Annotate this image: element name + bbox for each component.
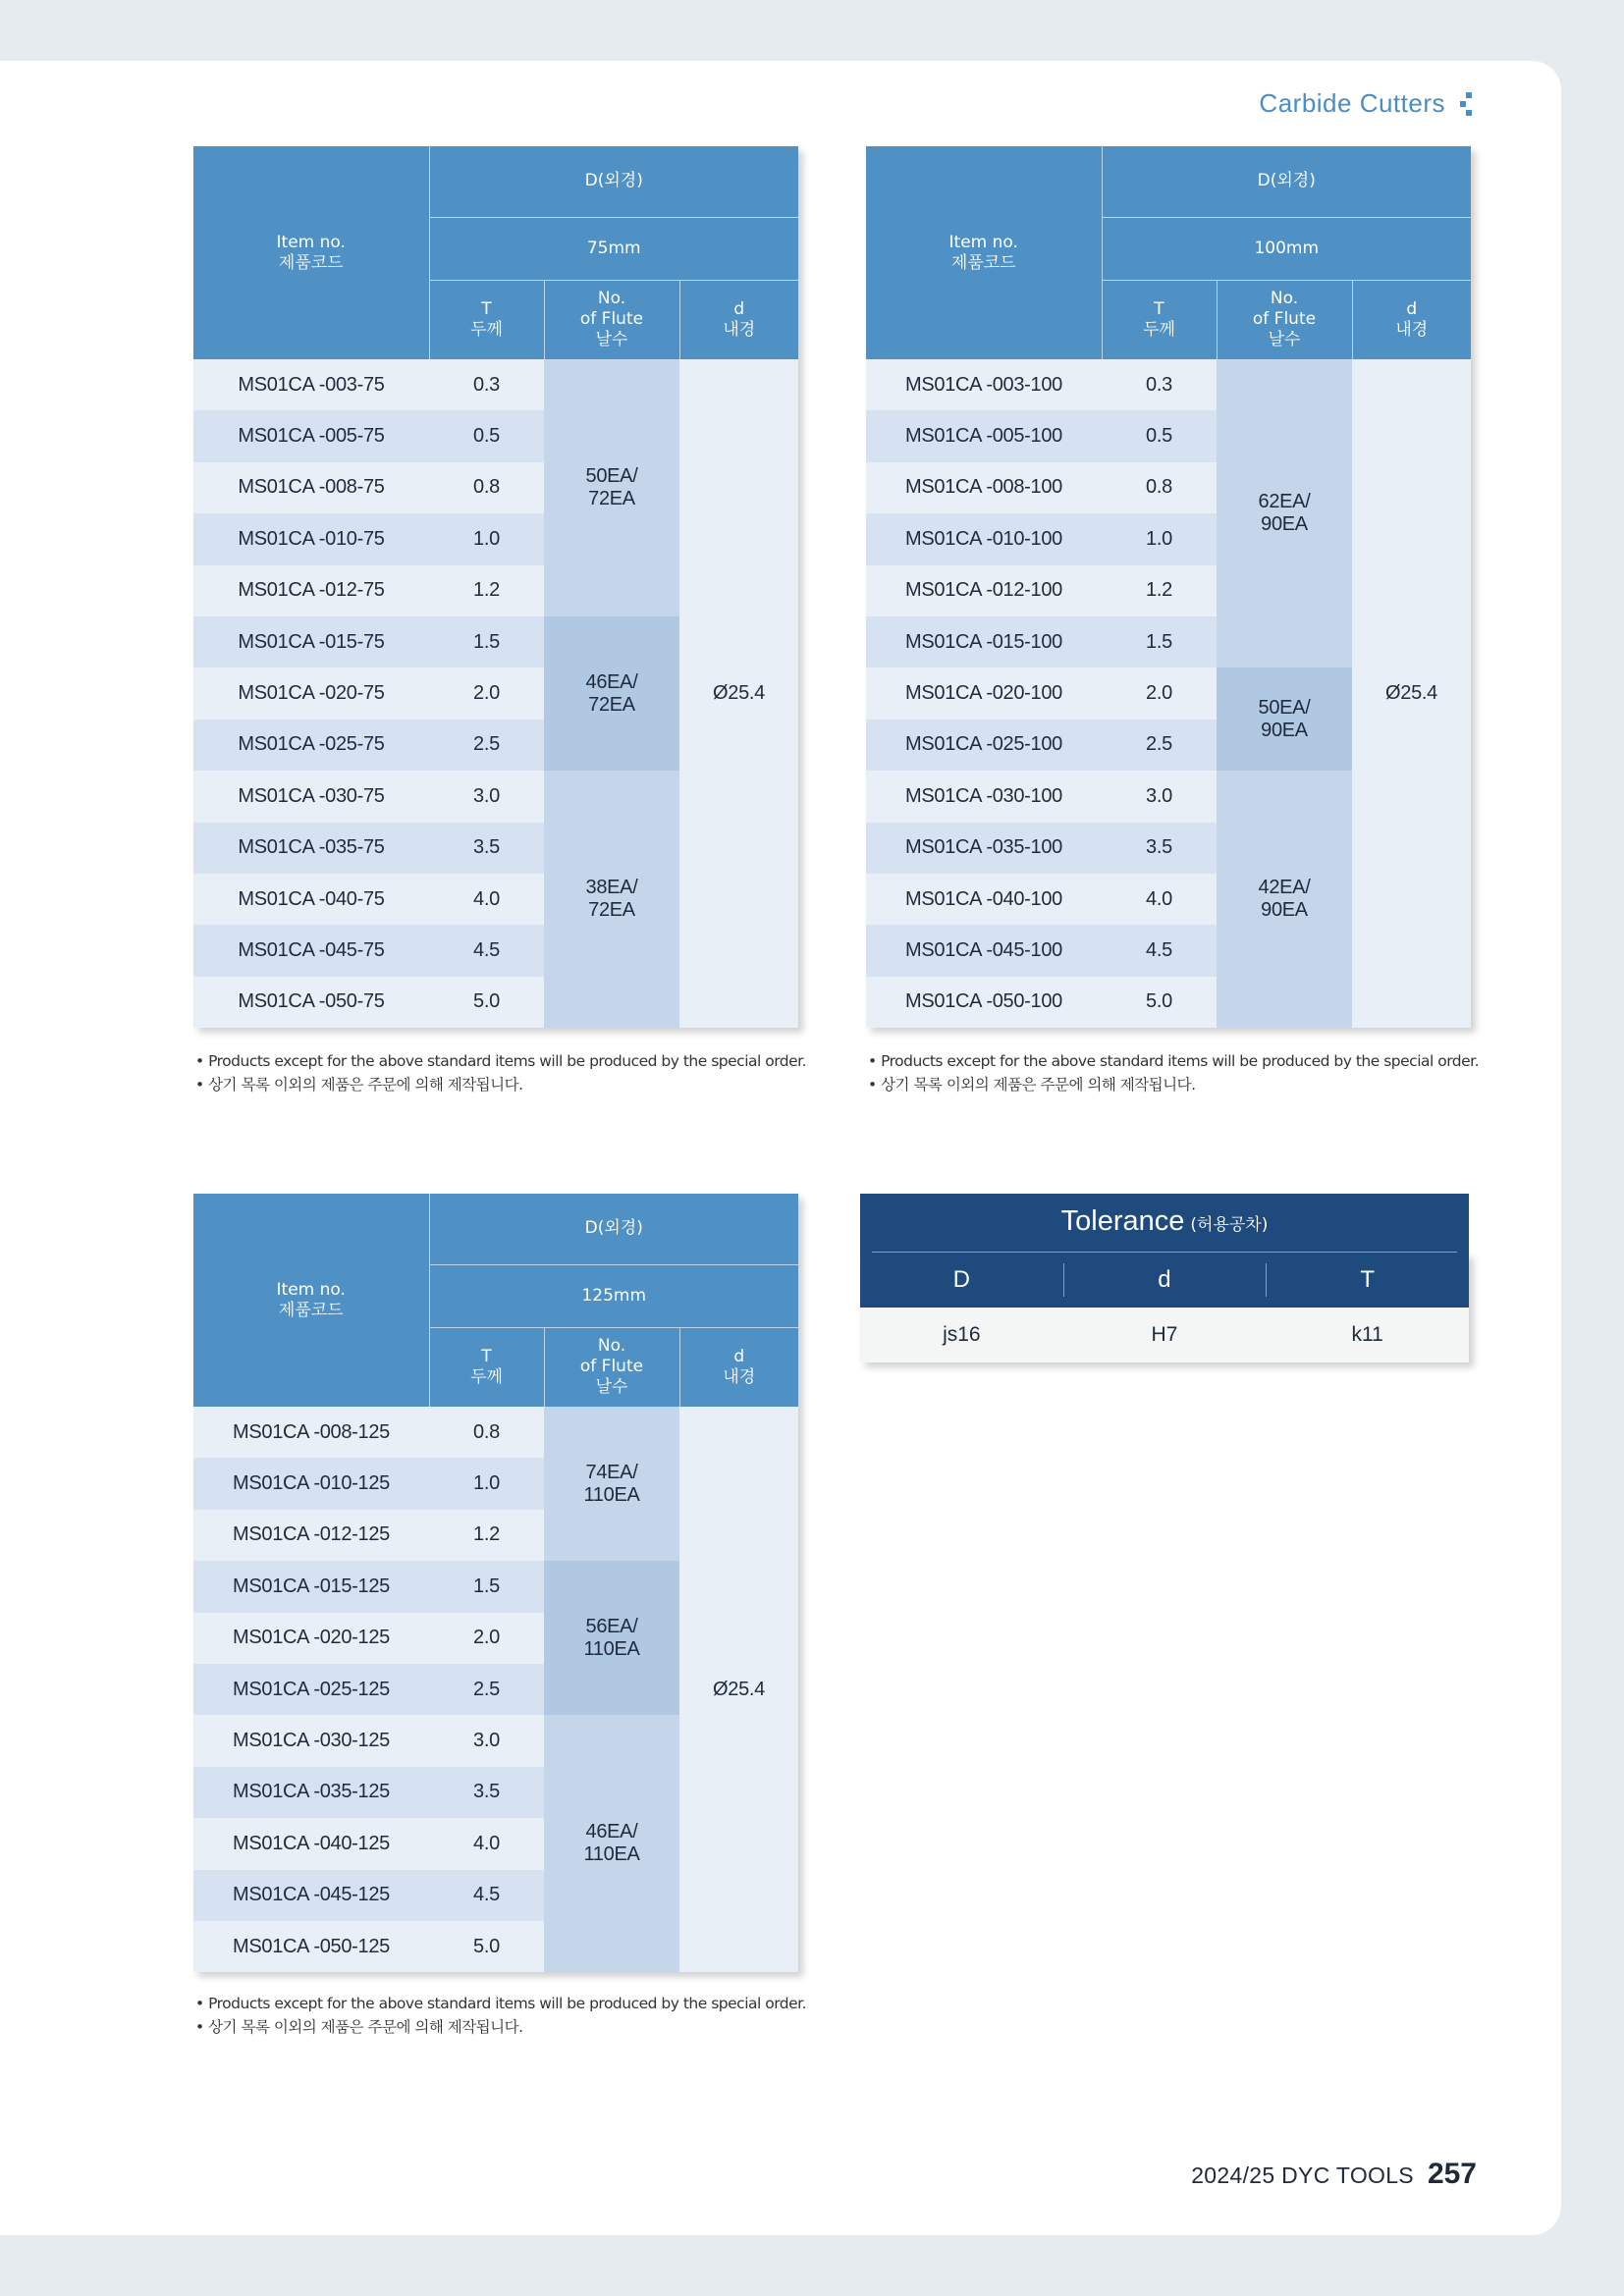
thickness-value: 1.5 bbox=[1102, 616, 1217, 667]
thickness-value: 4.5 bbox=[429, 925, 544, 976]
item-code: MS01CA -005-100 bbox=[866, 410, 1102, 461]
header-bore: d 내경 bbox=[679, 1327, 798, 1407]
header-item-no: Item no. 제품코드 bbox=[193, 146, 429, 359]
item-code: MS01CA -015-75 bbox=[193, 616, 429, 667]
header-flutes: No. of Flute 날수 bbox=[544, 280, 679, 359]
thickness-value: 1.5 bbox=[429, 1561, 544, 1612]
tolerance-table bbox=[860, 1194, 1469, 1362]
item-code: MS01CA -035-125 bbox=[193, 1767, 429, 1818]
header-item-no: Item no. 제품코드 bbox=[866, 146, 1102, 359]
chevron-left-icon bbox=[1457, 91, 1477, 117]
tolerance-value-d: H7 bbox=[1063, 1308, 1267, 1362]
table-row bbox=[193, 359, 798, 410]
thickness-value: 0.3 bbox=[1102, 359, 1217, 410]
flute-count: 56EA/ 110EA bbox=[544, 1561, 679, 1715]
header-size: 125mm bbox=[429, 1264, 798, 1327]
thickness-value: 0.8 bbox=[429, 1407, 544, 1458]
thickness-value: 2.0 bbox=[429, 667, 544, 719]
bore-diameter: Ø25.4 bbox=[679, 1407, 798, 1972]
thickness-value: 2.5 bbox=[1102, 720, 1217, 771]
item-code: MS01CA -050-75 bbox=[193, 977, 429, 1028]
thickness-value: 3.0 bbox=[429, 1715, 544, 1766]
item-code: MS01CA -030-100 bbox=[866, 771, 1102, 822]
item-code: MS01CA -010-75 bbox=[193, 513, 429, 564]
header-outer-diameter: D(외경) bbox=[1102, 146, 1471, 217]
item-code: MS01CA -020-75 bbox=[193, 667, 429, 719]
thickness-value: 2.5 bbox=[429, 720, 544, 771]
thickness-value: 0.3 bbox=[429, 359, 544, 410]
item-code: MS01CA -035-100 bbox=[866, 823, 1102, 874]
tolerance-value-T: k11 bbox=[1266, 1308, 1469, 1362]
item-code: MS01CA -012-75 bbox=[193, 565, 429, 616]
thickness-value: 3.5 bbox=[429, 1767, 544, 1818]
thickness-value: 1.2 bbox=[429, 1510, 544, 1561]
table-row bbox=[193, 1407, 798, 1458]
thickness-value: 0.5 bbox=[429, 410, 544, 461]
header-bore: d 내경 bbox=[679, 280, 798, 359]
item-code: MS01CA -040-100 bbox=[866, 874, 1102, 925]
header-outer-diameter: D(외경) bbox=[429, 1194, 798, 1264]
thickness-value: 1.2 bbox=[1102, 565, 1217, 616]
thickness-value: 2.0 bbox=[429, 1613, 544, 1664]
thickness-value: 0.5 bbox=[1102, 410, 1217, 461]
thickness-value: 4.0 bbox=[429, 1818, 544, 1869]
thickness-value: 2.0 bbox=[1102, 667, 1217, 719]
item-code: MS01CA -045-75 bbox=[193, 925, 429, 976]
tolerance-subtitle: (허용공차) bbox=[1190, 1215, 1269, 1235]
thickness-value: 0.8 bbox=[429, 462, 544, 513]
header-size: 75mm bbox=[429, 217, 798, 280]
item-code: MS01CA -010-125 bbox=[193, 1458, 429, 1509]
thickness-value: 3.5 bbox=[1102, 823, 1217, 874]
header-flutes: No. of Flute 날수 bbox=[544, 1327, 679, 1407]
item-code: MS01CA -003-100 bbox=[866, 359, 1102, 410]
thickness-value: 3.0 bbox=[429, 771, 544, 822]
item-code: MS01CA -015-125 bbox=[193, 1561, 429, 1612]
tolerance-title: Tolerance bbox=[1060, 1205, 1185, 1237]
bore-diameter: Ø25.4 bbox=[1352, 359, 1471, 1028]
thickness-value: 4.5 bbox=[1102, 925, 1217, 976]
item-code: MS01CA -012-100 bbox=[866, 565, 1102, 616]
item-code: MS01CA -003-75 bbox=[193, 359, 429, 410]
thickness-value: 5.0 bbox=[429, 977, 544, 1028]
note-ko: • 상기 목록 이외의 제품은 주문에 의해 제작됩니다. bbox=[195, 1076, 523, 1094]
tolerance-header-d: d bbox=[1063, 1253, 1267, 1308]
item-code: MS01CA -008-75 bbox=[193, 462, 429, 513]
item-code: MS01CA -008-125 bbox=[193, 1407, 429, 1458]
note-ko: • 상기 목록 이외의 제품은 주문에 의해 제작됩니다. bbox=[195, 2018, 523, 2036]
thickness-value: 5.0 bbox=[429, 1921, 544, 1972]
thickness-value: 4.0 bbox=[1102, 874, 1217, 925]
tolerance-header-D: D bbox=[860, 1253, 1063, 1308]
header-size: 100mm bbox=[1102, 217, 1471, 280]
spec-table-100mm bbox=[866, 146, 1471, 1028]
thickness-value: 1.0 bbox=[429, 513, 544, 564]
flute-count: 46EA/ 110EA bbox=[544, 1715, 679, 1972]
note-en: • Products except for the above standard items will be produced by the special order. bbox=[195, 1995, 807, 2012]
note-table-2 bbox=[868, 1049, 1479, 1096]
header-thickness: T 두께 bbox=[429, 280, 544, 359]
tolerance-header-T: T bbox=[1266, 1253, 1469, 1308]
flute-count: 62EA/ 90EA bbox=[1217, 359, 1352, 667]
flute-count: 74EA/ 110EA bbox=[544, 1407, 679, 1561]
thickness-value: 1.2 bbox=[429, 565, 544, 616]
flute-count: 38EA/ 72EA bbox=[544, 771, 679, 1028]
thickness-value: 0.8 bbox=[1102, 462, 1217, 513]
thickness-value: 1.0 bbox=[1102, 513, 1217, 564]
spec-table-125mm bbox=[193, 1194, 798, 1972]
item-code: MS01CA -025-100 bbox=[866, 720, 1102, 771]
note-table-3 bbox=[195, 1992, 806, 2039]
item-code: MS01CA -045-125 bbox=[193, 1870, 429, 1921]
header-thickness: T 두께 bbox=[1102, 280, 1217, 359]
thickness-value: 5.0 bbox=[1102, 977, 1217, 1028]
item-code: MS01CA -050-125 bbox=[193, 1921, 429, 1972]
page-number: 257 bbox=[1427, 2158, 1477, 2190]
spec-table-75mm bbox=[193, 146, 798, 1028]
flute-count: 50EA/ 72EA bbox=[544, 359, 679, 616]
bore-diameter: Ø25.4 bbox=[679, 359, 798, 1028]
item-code: MS01CA -045-100 bbox=[866, 925, 1102, 976]
item-code: MS01CA -040-75 bbox=[193, 874, 429, 925]
thickness-value: 4.0 bbox=[429, 874, 544, 925]
flute-count: 46EA/ 72EA bbox=[544, 616, 679, 771]
item-code: MS01CA -010-100 bbox=[866, 513, 1102, 564]
section-title bbox=[1259, 88, 1477, 119]
thickness-value: 3.0 bbox=[1102, 771, 1217, 822]
flute-count: 50EA/ 90EA bbox=[1217, 667, 1352, 771]
tolerance-caption bbox=[860, 1194, 1469, 1253]
flute-count: 42EA/ 90EA bbox=[1217, 771, 1352, 1028]
footer-brand: 2024/25 DYC TOOLS bbox=[1191, 2163, 1414, 2188]
note-en: • Products except for the above standard items will be produced by the special order. bbox=[868, 1052, 1480, 1070]
thickness-value: 4.5 bbox=[429, 1870, 544, 1921]
header-bore: d 내경 bbox=[1352, 280, 1471, 359]
item-code: MS01CA -025-75 bbox=[193, 720, 429, 771]
header-outer-diameter: D(외경) bbox=[429, 146, 798, 217]
item-code: MS01CA -008-100 bbox=[866, 462, 1102, 513]
item-code: MS01CA -005-75 bbox=[193, 410, 429, 461]
item-code: MS01CA -015-100 bbox=[866, 616, 1102, 667]
item-code: MS01CA -012-125 bbox=[193, 1510, 429, 1561]
thickness-value: 3.5 bbox=[429, 823, 544, 874]
item-code: MS01CA -030-125 bbox=[193, 1715, 429, 1766]
header-item-no: Item no. 제품코드 bbox=[193, 1194, 429, 1407]
note-en: • Products except for the above standard items will be produced by the special order. bbox=[195, 1052, 807, 1070]
thickness-value: 1.0 bbox=[429, 1458, 544, 1509]
note-table-1 bbox=[195, 1049, 806, 1096]
header-thickness: T 두께 bbox=[429, 1327, 544, 1407]
table-row bbox=[866, 359, 1471, 410]
section-title-text: Carbide Cutters bbox=[1259, 88, 1445, 118]
item-code: MS01CA -020-125 bbox=[193, 1613, 429, 1664]
item-code: MS01CA -050-100 bbox=[866, 977, 1102, 1028]
item-code: MS01CA -030-75 bbox=[193, 771, 429, 822]
item-code: MS01CA -020-100 bbox=[866, 667, 1102, 719]
thickness-value: 1.5 bbox=[429, 616, 544, 667]
item-code: MS01CA -035-75 bbox=[193, 823, 429, 874]
item-code: MS01CA -025-125 bbox=[193, 1664, 429, 1715]
header-flutes: No. of Flute 날수 bbox=[1217, 280, 1352, 359]
footer bbox=[1191, 2158, 1477, 2191]
item-code: MS01CA -040-125 bbox=[193, 1818, 429, 1869]
thickness-value: 2.5 bbox=[429, 1664, 544, 1715]
note-ko: • 상기 목록 이외의 제품은 주문에 의해 제작됩니다. bbox=[868, 1076, 1196, 1094]
tolerance-value-D: js16 bbox=[860, 1308, 1063, 1362]
